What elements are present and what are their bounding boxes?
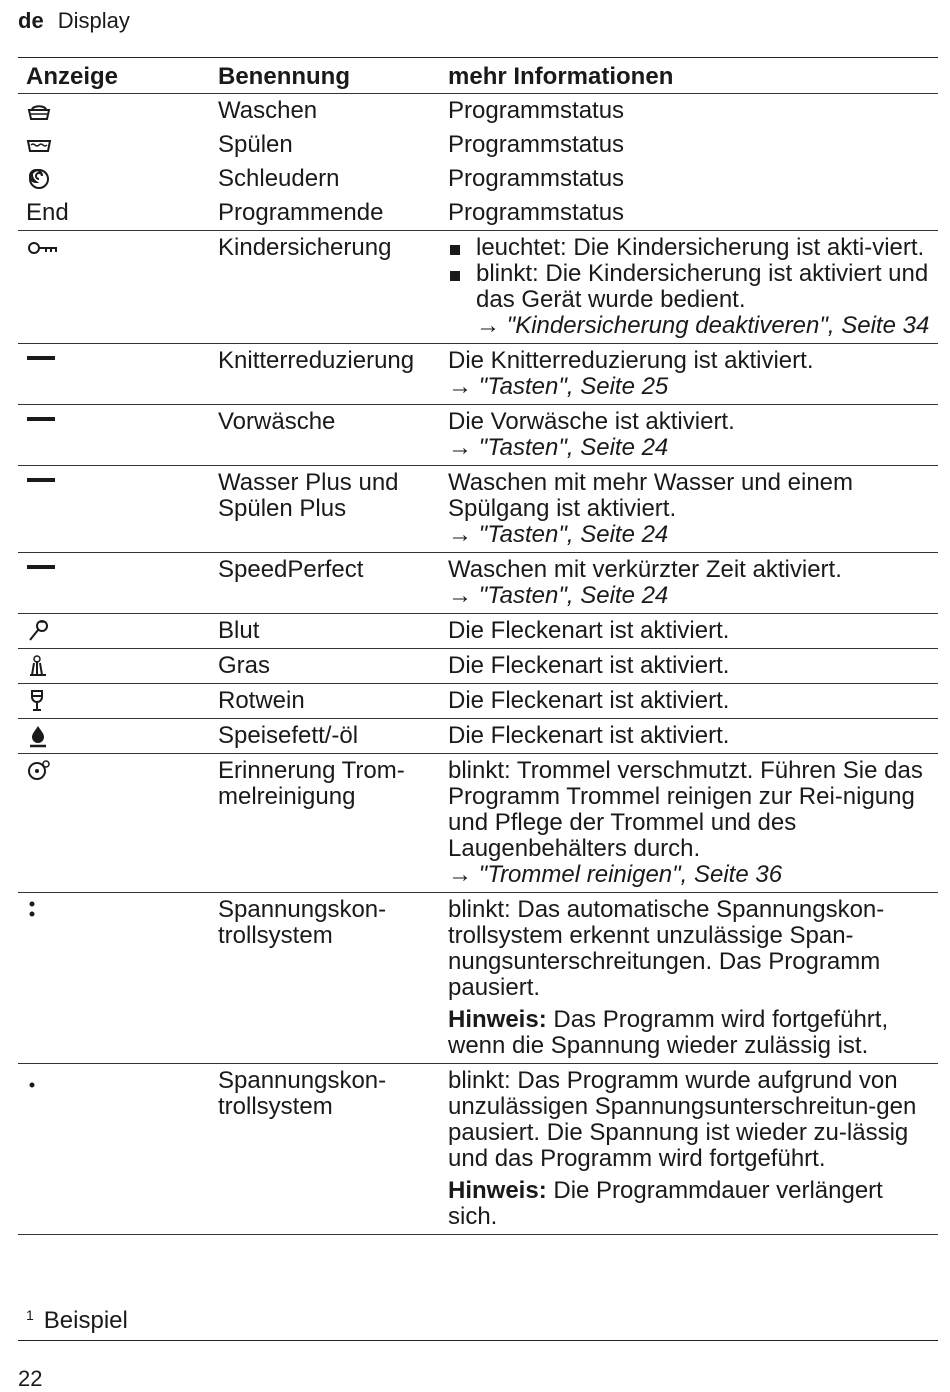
row-info: Die Fleckenart ist aktiviert. <box>448 684 938 719</box>
column-header-info: mehr Informationen <box>448 58 938 94</box>
row-info: Programmstatus <box>448 165 625 192</box>
bar-icon <box>26 409 56 435</box>
table-row <box>18 344 938 405</box>
row-info: Waschen mit mehr Wasser und einem Spülgang ist aktiviert. → "Tasten", Seite 24 <box>448 466 938 553</box>
section-title: Display <box>57 8 130 33</box>
cross-reference[interactable]: → "Tasten", Seite 24 <box>448 521 669 548</box>
table-row <box>18 1064 938 1235</box>
row-info: Waschen mit verkürzter Zeit aktiviert. → "Tasten", Seite 24 <box>448 553 938 614</box>
column-header-benennung: Benennung <box>218 58 448 94</box>
table-row <box>18 128 938 162</box>
table-row <box>18 94 938 129</box>
wine-glass-icon <box>26 688 52 714</box>
row-info <box>448 231 938 344</box>
table-row <box>18 405 938 466</box>
row-name: Wasser Plus und Spülen Plus <box>218 466 448 553</box>
table-row <box>18 231 938 344</box>
bullet-item: leuchtet: Die Kindersicherung ist akti-viert. <box>448 235 938 261</box>
cross-reference[interactable]: → "Trommel reinigen", Seite 36 <box>448 861 783 888</box>
key-icon <box>26 235 60 261</box>
table-row <box>18 553 938 614</box>
row-name: Erinnerung Trom-melreinigung <box>218 754 448 893</box>
drum-clean-icon <box>26 758 52 784</box>
dot-icon <box>26 1068 52 1094</box>
row-info: Die Knitterreduzierung ist aktiviert. → "Tasten", Seite 25 <box>448 344 938 405</box>
footnote-divider <box>18 1340 938 1341</box>
row-info: Programmstatus <box>448 131 625 158</box>
row-info: Die Fleckenart ist aktiviert. <box>448 614 938 649</box>
row-name: Vorwäsche <box>218 405 448 466</box>
row-info: blinkt: Das Programm wurde aufgrund von unzulässigen Spannungsunterschreitun-gen pausiert. Die Spannung ist wieder zu-lässig und das Programm wird fortgeführt. Hinweis: Die Programmdauer verlängert sich. <box>448 1064 938 1235</box>
row-name: Waschen <box>218 97 318 124</box>
column-header-anzeige: Anzeige <box>18 58 218 94</box>
footnote <box>18 1307 128 1335</box>
row-info: Programmstatus <box>448 97 625 124</box>
row-name: Programmende <box>218 196 448 231</box>
table-row <box>18 649 938 684</box>
table-row <box>18 196 938 231</box>
cross-reference: → "Kindersicherung deaktiveren", Seite 34 <box>476 312 930 339</box>
table-row <box>18 893 938 1064</box>
row-name: Schleudern <box>218 165 340 192</box>
colon-icon <box>26 897 52 923</box>
table-row <box>18 466 938 553</box>
row-name: Kindersicherung <box>218 231 448 344</box>
grass-stain-icon <box>26 653 52 679</box>
row-name: Knitterreduzierung <box>218 344 448 405</box>
table-row <box>18 614 938 649</box>
table-row <box>18 684 938 719</box>
cross-reference[interactable]: → "Tasten", Seite 24 <box>448 434 669 461</box>
display-symbols-table <box>18 58 938 1235</box>
oil-drop-icon <box>26 723 52 749</box>
row-info: Programmstatus <box>448 196 938 231</box>
table-row <box>18 754 938 893</box>
table-row <box>18 162 938 196</box>
wash-icon <box>26 98 52 124</box>
note: Hinweis: Das Programm wird fortgeführt, wenn die Spannung wieder zulässig ist. <box>448 1006 889 1059</box>
language-code: de <box>18 8 44 33</box>
note: Hinweis: Die Programmdauer verlängert sich. <box>448 1177 883 1230</box>
footnote-mark: 1 <box>26 1307 34 1323</box>
table-row <box>18 719 938 754</box>
row-info: Die Fleckenart ist aktiviert. <box>448 649 938 684</box>
row-name: Rotwein <box>218 684 448 719</box>
rinse-icon <box>26 132 52 158</box>
row-info: blinkt: Trommel verschmutzt. Führen Sie das Programm Trommel reinigen zur Rei-nigung und Pflege der Trommel und des Laugenbehälters durch. → "Trommel reinigen", Seite 36 <box>448 754 938 893</box>
row-name: Blut <box>218 614 448 649</box>
footnote-text: Beispiel <box>43 1307 128 1334</box>
bar-icon <box>26 348 56 374</box>
row-name: Spannungskon-trollsystem <box>218 1064 448 1235</box>
cross-reference[interactable]: → "Tasten", Seite 25 <box>448 373 669 400</box>
row-name: Speisefett/-öl <box>218 719 448 754</box>
page-header <box>18 8 130 34</box>
row-name: SpeedPerfect <box>218 553 448 614</box>
row-name: Gras <box>218 649 448 684</box>
bullet-item: blinkt: Die Kindersicherung ist aktiviert und das Gerät wurde bedient. <box>448 261 938 313</box>
row-name: Spannungskon-trollsystem <box>218 893 448 1064</box>
row-info: blinkt: Das automatische Spannungskon-trollsystem erkennt unzulässige Span-nungsunterschreitungen. Das Programm pausiert. Hinweis: Das Programm wird fortgeführt, wenn die Spannung wieder zulässig ist. <box>448 893 938 1064</box>
blood-stain-icon <box>26 618 52 644</box>
bar-icon <box>26 470 56 496</box>
row-name: Spülen <box>218 131 293 158</box>
table-header-row <box>18 58 938 94</box>
bar-icon <box>26 557 56 583</box>
cross-reference[interactable]: → "Tasten", Seite 24 <box>448 582 669 609</box>
row-info: Die Vorwäsche ist aktiviert. → "Tasten", Seite 24 <box>448 405 938 466</box>
display-text-end: End <box>18 196 218 231</box>
row-info: Die Fleckenart ist aktiviert. <box>448 719 938 754</box>
page-number: 22 <box>18 1366 43 1391</box>
spin-icon <box>26 166 52 192</box>
